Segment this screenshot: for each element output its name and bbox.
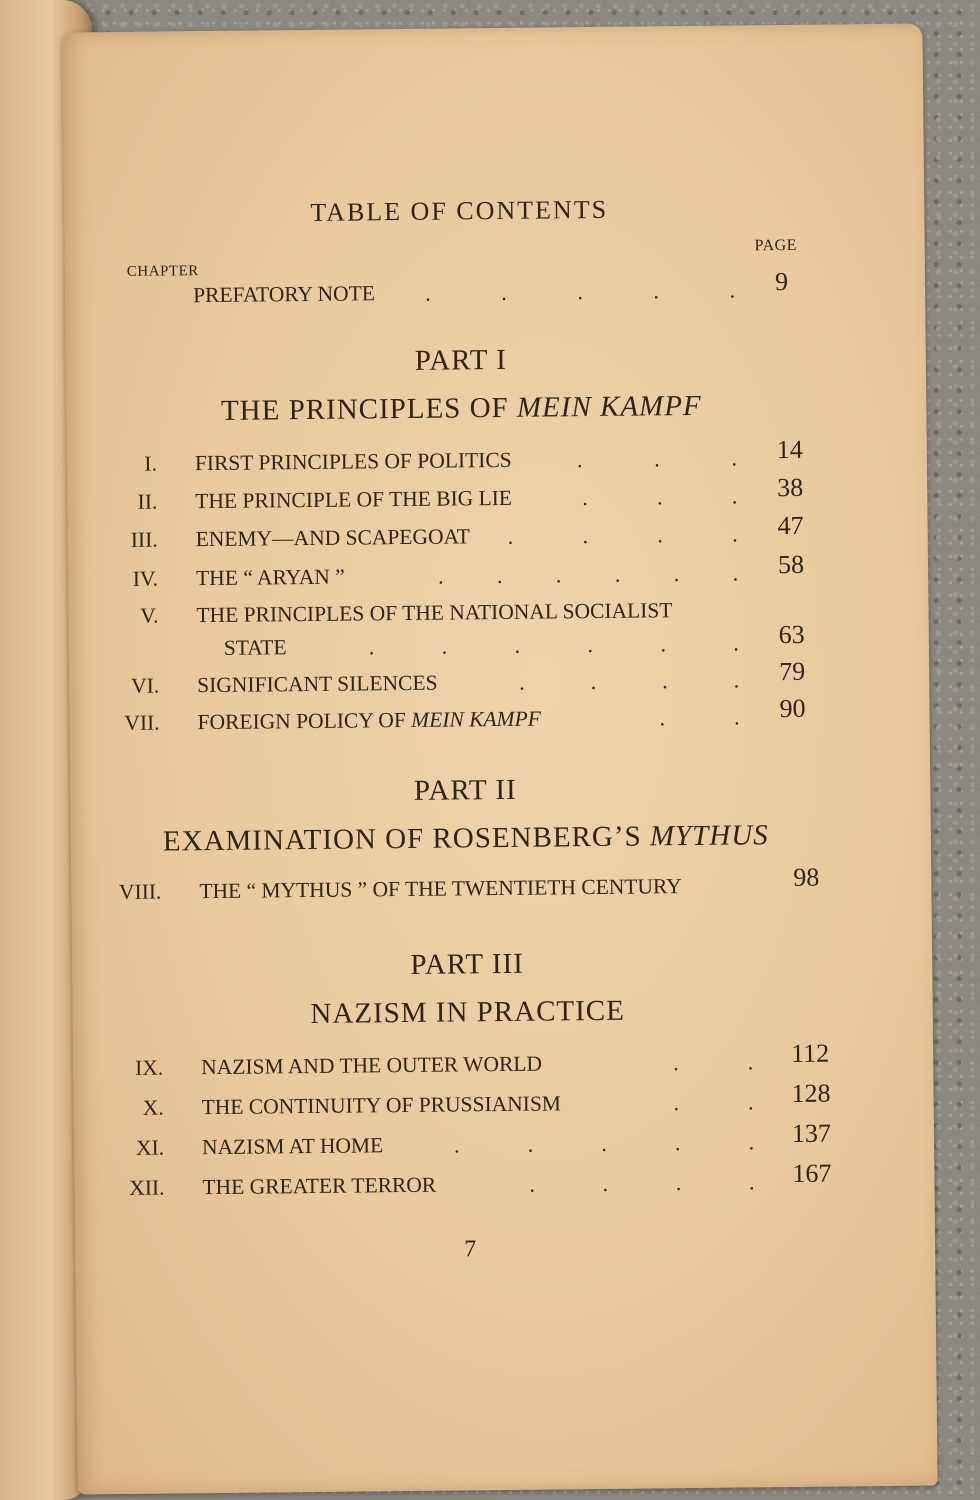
entry-page: 9	[774, 266, 789, 297]
entry-page: 38	[777, 472, 804, 503]
entry-page: 98	[793, 862, 820, 892]
entry-number: VII.	[124, 710, 160, 735]
dot-leaders: . . . . . .	[368, 630, 739, 660]
dot-leaders: . .	[673, 1049, 754, 1076]
entry-page: 14	[776, 434, 803, 465]
entry-number: X.	[142, 1095, 164, 1120]
entry-page: 137	[791, 1118, 832, 1148]
toc-entry	[68, 549, 858, 601]
entry-page: 128	[791, 1078, 831, 1108]
toc-entry	[71, 862, 861, 914]
entry-number: XI.	[135, 1135, 165, 1160]
entry-title: ENEMY—AND SCAPEGOAT	[195, 524, 470, 552]
entry-number: VIII.	[118, 879, 162, 904]
entry-title: THE “ MYTHUS ” OF THE TWENTIETH CENTURY	[199, 874, 682, 904]
entry-title: THE CONTINUITY OF PRUSSIANISM	[201, 1091, 562, 1120]
dot-leaders: . . . . .	[453, 1129, 755, 1158]
entry-number: II.	[137, 489, 158, 514]
toc-entry	[69, 656, 859, 708]
entry-title: THE PRINCIPLE OF THE BIG LIE	[195, 485, 513, 514]
entry-page: 47	[777, 510, 804, 541]
entry-page: 63	[778, 619, 805, 650]
part-heading: THE PRINCIPLES OF MEIN KAMPF	[220, 389, 702, 427]
dot-leaders: . . . .	[529, 1169, 755, 1197]
toc-entry	[74, 1158, 864, 1210]
toc-entry	[68, 510, 858, 562]
dot-leaders: . . . . .	[424, 277, 736, 306]
entry-page: 58	[777, 549, 805, 580]
entry-number: IV.	[132, 566, 159, 591]
entry-title: FIRST PRINCIPLES OF POLITICS	[194, 447, 512, 476]
toc-entry	[67, 434, 857, 486]
entry-number: III.	[130, 527, 158, 552]
dot-leaders: . . . . . .	[437, 560, 739, 589]
entry-title: THE “ ARYAN ”	[195, 564, 345, 591]
part-heading: EXAMINATION OF ROSENBERG’S MYTHUS	[162, 819, 769, 858]
part-label: PART III	[410, 947, 525, 981]
toc-entry	[74, 1078, 864, 1130]
toc-title: TABLE OF CONTENTS	[310, 194, 609, 227]
entry-number: IX.	[135, 1055, 164, 1080]
dot-leaders: . . . .	[519, 667, 740, 695]
page-number: 7	[463, 1236, 477, 1263]
part-label: PART II	[413, 773, 517, 807]
entry-title: THE PRINCIPLES OF THE NATIONAL SOCIALIST	[196, 598, 673, 628]
part-heading: NAZISM IN PRACTICE	[310, 994, 626, 1030]
entry-title: THE GREATER TERROR	[202, 1172, 437, 1200]
dot-leaders: . . .	[576, 445, 737, 473]
dot-leaders: . .	[659, 704, 740, 731]
toc-entry-continued	[69, 619, 859, 671]
entry-number: V.	[140, 603, 159, 628]
entry-page: 167	[792, 1158, 832, 1188]
page-column-label: PAGE	[754, 236, 798, 255]
entry-title: FOREIGN POLICY OF MEIN KAMPF	[197, 706, 541, 735]
dot-leaders: . . . .	[507, 521, 738, 549]
entry-title: SIGNIFICANT SILENCES	[197, 670, 438, 698]
entry-title: NAZISM AT HOME	[201, 1133, 384, 1160]
entry-title: PREFATORY NOTE	[193, 281, 376, 308]
entry-number: I.	[144, 451, 158, 476]
dot-leaders: . .	[673, 1089, 754, 1116]
entry-number: VI.	[131, 673, 160, 698]
entry-page: 112	[790, 1038, 830, 1068]
entry-page: 90	[779, 693, 806, 724]
toc-entry	[73, 1038, 863, 1090]
toc-entry	[67, 472, 857, 524]
part-label: PART I	[414, 343, 508, 377]
chapter-column-label: CHAPTER	[126, 263, 199, 280]
entry-title: NAZISM AND THE OUTER WORLD	[201, 1051, 543, 1080]
dot-leaders: . . .	[582, 483, 738, 511]
book-page	[62, 24, 937, 1495]
toc-entry	[69, 693, 859, 745]
entry-number: XII.	[129, 1175, 165, 1200]
entry-title-continued: STATE	[223, 635, 287, 660]
toc-entry	[74, 1118, 864, 1170]
entry-page: 79	[778, 656, 806, 687]
